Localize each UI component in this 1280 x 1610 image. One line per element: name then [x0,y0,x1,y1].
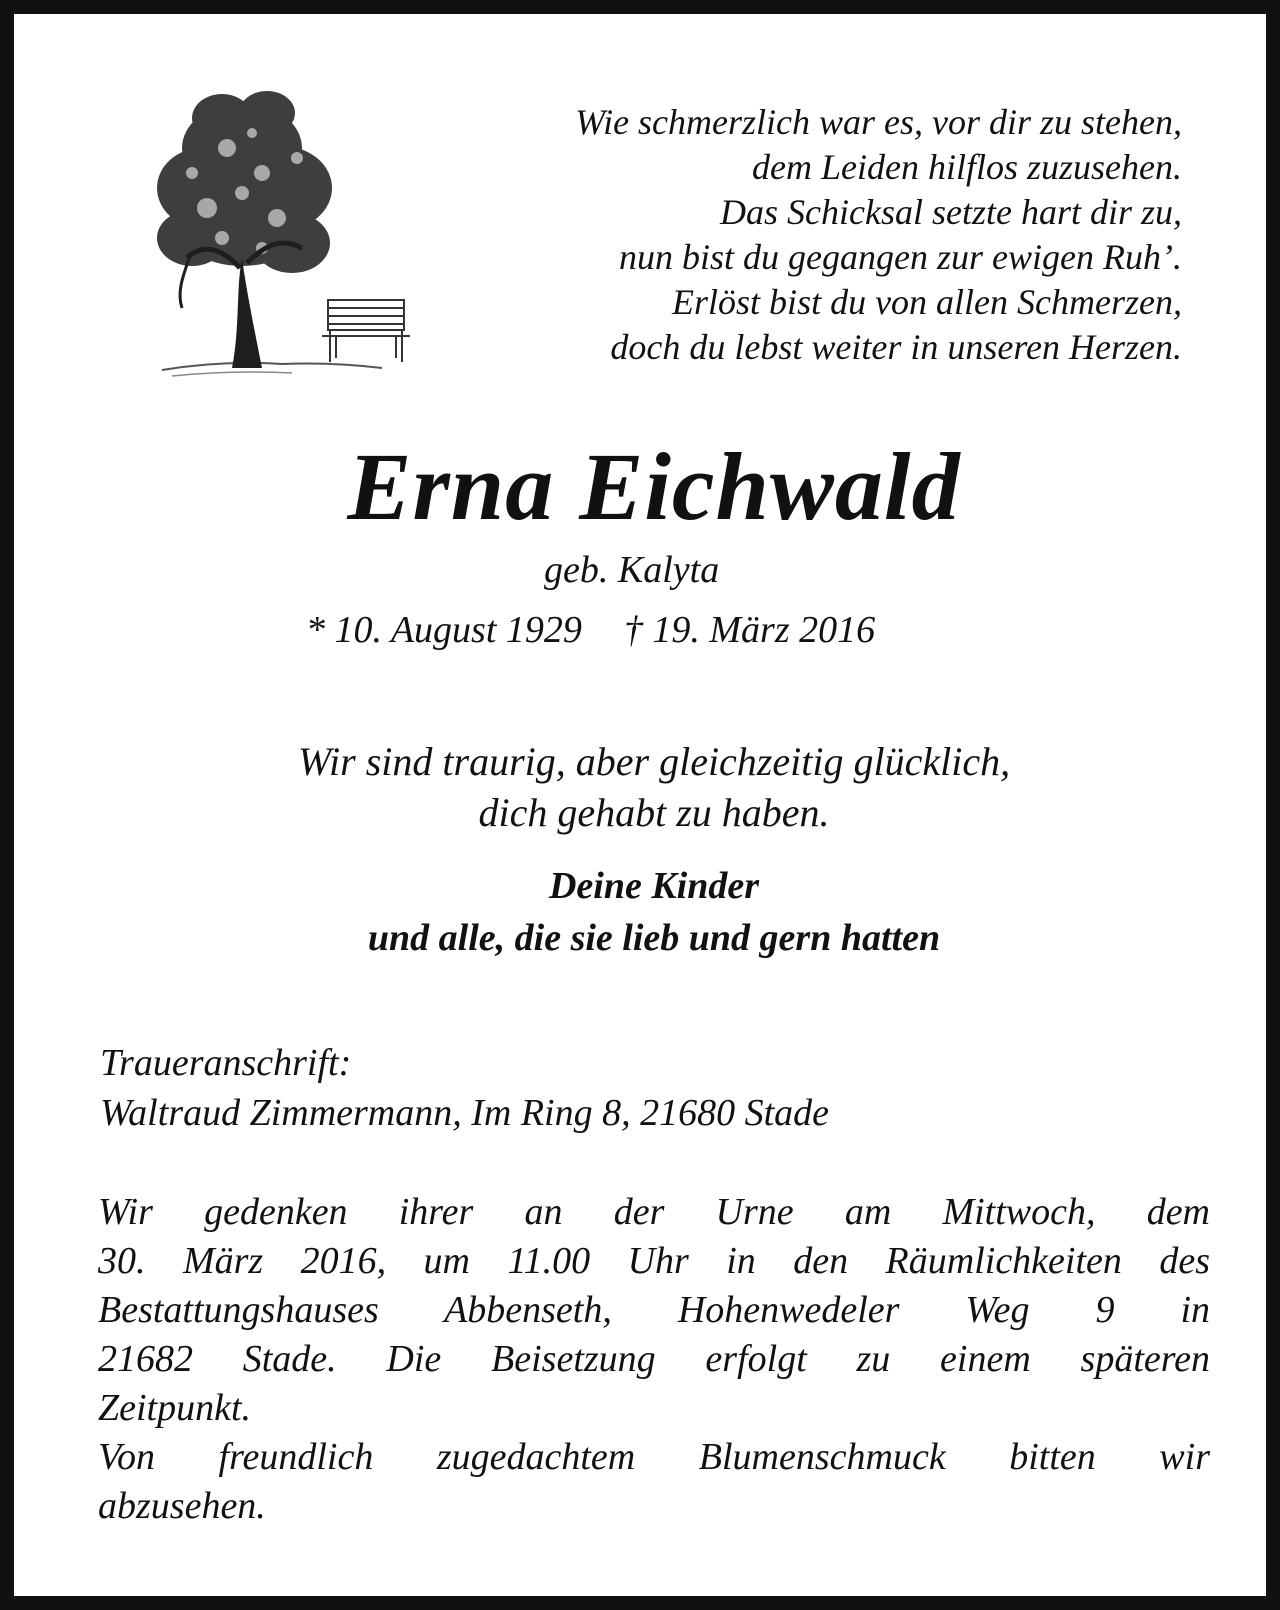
service-line: Bestattungshauses Abbenseth, Hohenwedeler Weg 9 in [98,1289,1210,1331]
deceased-name: Erna Eichwald [347,433,961,540]
poem-line: Wie schmerzlich war es, vor dir zu stehen, [575,102,1182,142]
birth-date: * 10. August 1929 [306,609,582,651]
service-notice [98,1188,1210,1531]
memorial-poem [422,100,1182,370]
service-line: Wir gedenken ihrer an der Urne am Mittwoch, dem [98,1191,1210,1233]
memorial-quote [14,736,1280,838]
quote-line: Wir sind traurig, aber gleichzeitig glücklich, [297,739,1011,784]
service-line: abzusehen. [98,1485,266,1527]
service-line: 21682 Stade. Die Beisetzung erfolgt zu einem späteren [98,1338,1210,1380]
address-label: Traueranschrift: [100,1042,352,1084]
address-value: Waltraud Zimmermann, Im Ring 8, 21680 Stade [100,1092,830,1134]
poem-line: Das Schicksal setzte hart dir zu, [720,192,1182,232]
service-line: 30. März 2016, um 11.00 Uhr in den Räumlichkeiten des [98,1240,1210,1282]
maiden-name: geb. Kalyta [544,549,720,591]
service-line: Zeitpunkt. [98,1387,252,1429]
poem-line: Erlöst bist du von allen Schmerzen, [672,282,1182,322]
death-date: † 19. März 2016 [623,609,876,651]
life-dates [306,606,875,654]
mourners-line: Deine Kinder [548,865,760,907]
poem-line: doch du lebst weiter in unseren Herzen. [610,327,1182,367]
poem-line: dem Leiden hilflos zuzusehen. [752,147,1182,187]
mourners-line: und alle, die sie lieb und gern hatten [367,917,941,959]
service-line: Von freundlich zugedachtem Blumenschmuck bitten wir [98,1436,1210,1478]
quote-line: dich gehabt zu haben. [478,790,830,835]
mourners-signature [14,860,1280,964]
mourning-address [100,1038,1210,1138]
tree-with-bench-icon [132,78,422,390]
poem-line: nun bist du gegangen zur ewigen Ruh’. [619,237,1182,277]
